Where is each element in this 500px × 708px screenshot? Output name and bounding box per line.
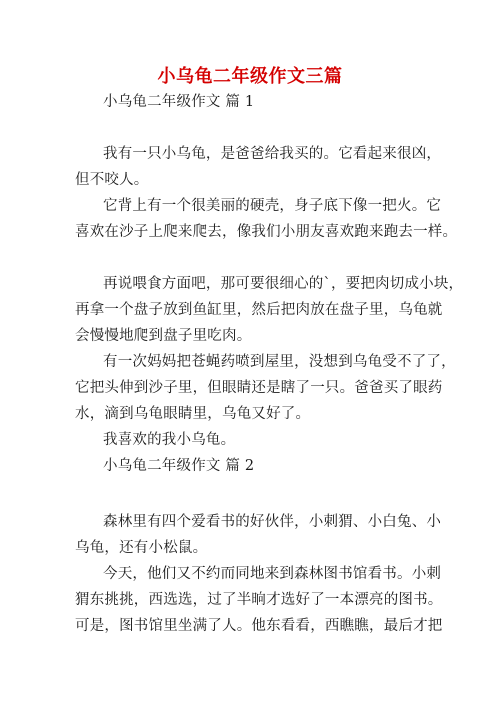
text-line: 再说喂食方面吧，那可要很细心的`，要把肉切成小块，	[103, 276, 464, 292]
text-line: 我有一只小乌龟，是爸爸给我买的。它看起来很凶，	[103, 146, 442, 162]
text-line: 它把头伸到沙子里，但眼睛还是瞎了一只。爸爸买了眼药	[75, 380, 443, 396]
text-line: 今天，他们又不约而同地来到森林图书馆看书。小刺	[103, 566, 442, 582]
text-line: 森林里有四个爱看书的好伙伴，小刺猬、小白兔、小	[103, 514, 442, 530]
text-line: 猬东挑挑，西选选，过了半晌才选好了一本漂亮的图书。	[75, 592, 443, 608]
text-line: 我喜欢的我小乌龟。	[103, 432, 236, 448]
text-line: 再拿一个盘子放到鱼缸里，然后把肉放在盘子里，乌龟就	[75, 302, 443, 318]
text-line: 它背上有一个很美丽的硬壳，身子底下像一把火。它	[103, 198, 442, 214]
text-line: 但不咬人。	[75, 172, 149, 188]
text-line: 有一次妈妈把苍蝇药喷到屋里，没想到乌龟受不了了，	[103, 354, 456, 370]
document-title: 小乌龟二年级作文三篇	[157, 66, 343, 87]
text-line: 喜欢在沙子上爬来爬去，像我们小朋友喜欢跑来跑去一样。	[75, 224, 458, 240]
text-line: 可是，图书馆里坐满了人。他东看看，西瞧瞧，最后才把	[75, 618, 443, 634]
text-line: 小乌龟二年级作文 篇 2	[103, 458, 255, 474]
text-line: 水，滴到乌龟眼睛里，乌龟又好了。	[75, 406, 311, 422]
text-line: 小乌龟二年级作文 篇 1	[103, 94, 255, 110]
text-line: 乌龟，还有小松鼠。	[75, 540, 208, 556]
text-line: 会慢慢地爬到盘子里吃肉。	[75, 328, 252, 344]
